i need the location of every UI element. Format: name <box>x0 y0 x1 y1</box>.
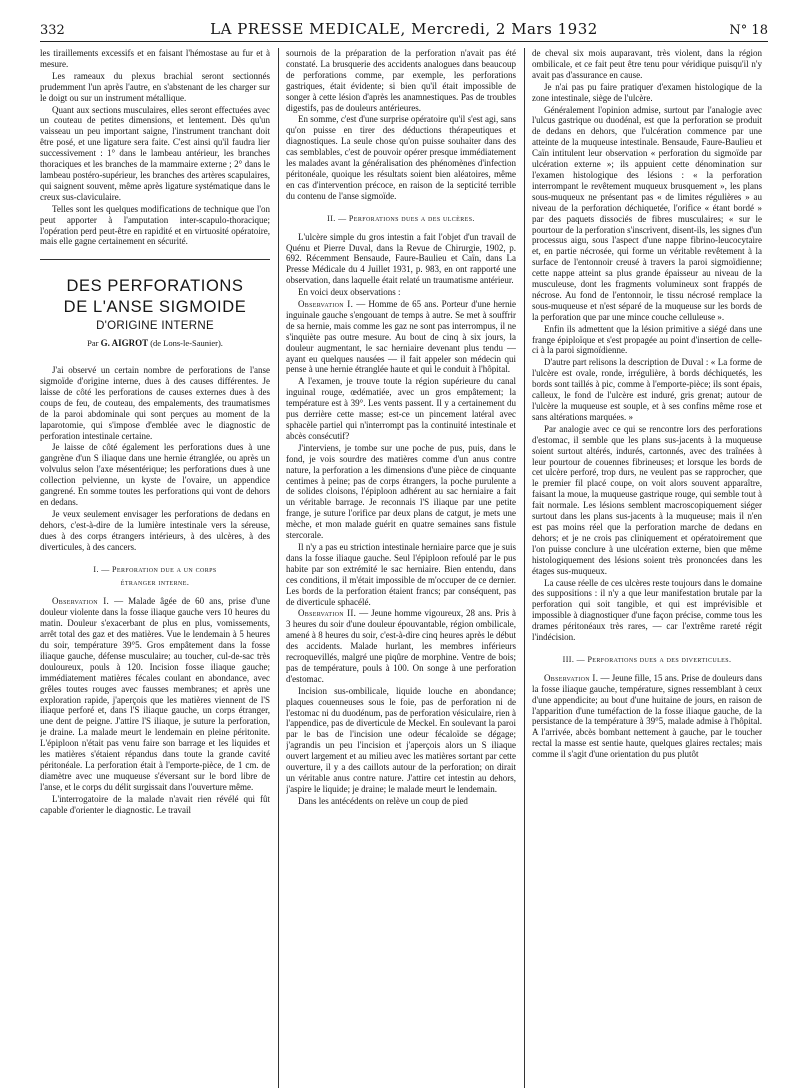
header-rule <box>40 41 768 42</box>
section-heading-1-cont: étranger interne. <box>120 578 190 588</box>
byline-place: (de Lons-le-Saunier). <box>150 338 223 349</box>
page-number: 332 <box>40 23 65 38</box>
byline-prefix: Par <box>87 338 99 349</box>
observation-paragraph <box>286 299 516 375</box>
article-title-line-1: DES PERFORATIONS <box>66 277 244 296</box>
paragraph: Enfin ils admettent que la lésion primitive a siégé dans une frange épiploïque et s'est propagée au point d'insertion de celle-ci à la paroi sigmoïdienne. <box>532 323 762 356</box>
observation-text: — Jeune fille, 15 ans. Prise de douleurs dans la fosse iliaque gauche, température, signes ressemblant à ceux d'une appendicite; au bout d'une huitaine de jours, en raison de l'apparition d'une tuméfaction de la fosse iliaque gauche, de la persistance de la température à 39°5, malade admise à l'hôpital. A l'arrivée, abcès bombant nettement à gauche, par le toucher rectal la masse est sentie haute, quelques glaires rectales; mais comme il s'agit d'une orientation du pus plutôt <box>532 672 762 760</box>
newspaper-page <box>40 14 768 1074</box>
column-1 <box>40 48 270 1088</box>
paragraph: D'autre part relisons la description de Duval : « La forme de l'ulcère est ovale, ronde, irrégulière, à bords déchiquetés, les bords sont taillés à pic, comme à l'emporte-pièce; ils sont épais, calleux, le fond de l'ulcère est induré, gris grenat; autour de l'ulcère la muqueuse est souple, et à ses confins même rose et sans altérations marquées. » <box>532 357 762 422</box>
observation-label: Observation I. <box>52 596 110 607</box>
observation-paragraph <box>532 673 762 760</box>
article-title-line-2: DE L'ANSE SIGMOIDE <box>63 298 247 317</box>
paragraph: L'ulcère simple du gros intestin a fait l'objet d'un travail de Quénu et Pierre Duval, dans la Revue de Chirurgie, 1902, p. 692. Récemment Bensaude, Faure-Baulieu et Caïn, dans La Presse Médicale du 4 Juillet 1931, p. 983, en ont rapporté une observation, dans laquelle était relaté un traumatisme antérieur. <box>286 231 516 286</box>
observation-label: Observation I. <box>544 672 599 683</box>
column-2 <box>286 48 516 1088</box>
publication-title: LA PRESSE MEDICALE, Mercredi, 2 Mars 1932 <box>210 20 598 38</box>
section-heading-1: I. — Perforation due a un corps <box>93 564 217 574</box>
paragraph: La cause réelle de ces ulcères reste toujours dans le domaine des suppositions : il n'y a que leur manifestation brutale par la perforation qui soit tangible, et qui est imprévisible et impossible à diagnostiquer d'une façon précise, comme tous les drames péritonéaux très rares, — car l'extrême rareté régit l'indécision. <box>532 577 762 643</box>
paragraph: En voici deux observations : <box>298 287 401 298</box>
observation-label: Observation II. <box>298 608 357 619</box>
paragraph: Incision sus-ombilicale, liquide louche en abondance; plaques couenneuses sous le foie, pas de perforation ni de l'estomac ni du duodénum, pas de perforation vésiculaire, rien à l'appendice, pas de diverticule de Meckel. En soulevant la paroi par le bas de l'incision une odeur fécaloïde se dégage; j'agrandis un peu l'incision et j'aperçois alors un S iliaque ouvert largement et au milieu avec les matières sortant par cette ouverture, il y a des caillots autour de la perforation; on dirait un véritable anus contre nature. J'attire cet intestin au dehors, j'aspire le liquide; je draine; le malade meurt le lendemain. <box>286 685 516 794</box>
page-header <box>40 14 768 38</box>
section-heading-3: III. — Perforations dues a des diverticules. <box>562 654 732 664</box>
article-divider <box>40 259 270 260</box>
paragraph: Par analogie avec ce qui se rencontre lors des perforations d'estomac, il semble que les plans sus-jacents à la muqueuse soient surtout altérés, indurés, cartonnés, avec des traînées à leur pourtour de couennes fibrineuses; et lorsque les bords de cet ulcère perforé, trop durs, ne veulent pas se rapprocher, que le premier fil placé coupe, on voit alors souvent apparaître, faisant la moue, la muqueuse gastrique rouge, qui semble tout à fait normale. Les lésions semblent macroscopiquement siéger surtout dans les plans sus-jacents à la muqueuse; mais il n'en est pas moins réel que la perforation marche de dedans en dehors; et je ne crois pas cliniquement et opératoirement que l'on puisse conclure à une ulcération externe, bien que même histologiquement des lésions soient très prononcées dans les étages sus-muqueux. <box>532 423 762 576</box>
paragraph: Je n'ai pas pu faire pratiquer d'examen histologique de la zone intestinale, siège de l'ulcère. <box>532 81 762 103</box>
paragraph: A l'examen, je trouve toute la région supérieure du canal inguinal rouge, œdématiée, avec un gros empâtement; la température est à 39°. Les vents passent. Il y a certainement du pus derrière cette masse; est-ce un pincement latéral avec sphacèle partiel qui n'interrompt pas la continuité intestinale et abcès consécutif? <box>286 376 516 441</box>
paragraph: Généralement l'opinion admise, surtout par l'analogie avec l'ulcus gastrique ou duodénal, est que la perforation se produit de dedans en dehors, que l'ulcération commence par une atteinte de la muqueuse intestinale. Bensaude, Faure-Baulieu et Caïn intitulent leur observation « perforation du sigmoïde par ulcération externe »; ils appuient cette dénomination sur l'examen histologique des lésions : « la perforation interrompant le revêtement muqueux brusquement », les plans sous-muqueux ne présentant pas « de limites régulières » au niveau de la perforation déchiquetée, l'orifice « étant bordé » par des paquets dissociés de fibres musculaires; « sur le pourtour de la perforation s'inscrivent, disent-ils, les signes d'un processus aigu, sous l'aspect d'une nappe fibrino-leucocytaire et, en partie nécrosée, qui forme un véritable revêtement à la surface de l'entonnoir creusé à travers la paroi sigmoïdienne; cette nappe atteint sa plus grande épaisseur au niveau de la musculeuse, dont les fragments volumineux sont frappés de nécrose. Au fond de l'entonnoir, le tissu nécrosé remplace la sous-muqueuse et n'est séparé de la muqueuse sur les bords de la perforation que par une mince couche celluleuse ». <box>532 104 762 322</box>
paragraph: J'ai observé un certain nombre de perforations de l'anse sigmoïde d'origine interne, dues à des causes différentes. Je laisse de côté les perforations de causes externes dues à des coups de feu, de couteau, des empalements, des traumatismes de la paroi abdominale qui sont perçues au moment de la laparotomie, qui s'impose d'emblée avec le diagnostic de perforation intestinale certaine. <box>40 365 270 441</box>
paragraph: L'interrogatoire de la malade n'avait rien révélé qui fût capable d'orienter le diagnostic. Le travail <box>40 793 270 815</box>
issue-number: N° 18 <box>729 23 768 38</box>
paragraph: Les rameaux du plexus brachial seront sectionnés prudemment l'un après l'autre, en s'abstenant de les charger sur le doigt ou sur un instrument métallique. <box>40 70 270 103</box>
observation-text: — Jeune homme vigoureux, 28 ans. Pris à 3 heures du soir d'une douleur épouvantable, région ombilicale, amené à 8 heures du soir, c'est-à-dire cinq heures après le début des accidents. Malade hurlant, les membres inférieurs recroquevillés, malgré une piqûre de morphine. Ventre de bois; pas de température, pouls à 100. On songe à une perforation d'estomac. <box>286 608 516 684</box>
observation-label: Observation I. <box>298 299 354 310</box>
column-separator <box>278 48 279 1088</box>
paragraph: J'interviens, je tombe sur une poche de pus, puis, dans le fond, je vois sourdre des matières comme d'un anus contre nature, la perforation a les dimensions d'une pièce de cinquante centimes à peine; pas de corps étrangers, la poche purulente a de solides cloisons, l'épiploon adhérent au sac herniaire a fait un véritable barrage. Je reconnais l'S iliaque par une petite frange, je suture l'orifice par deux plans de catgut, je mets une mèche, et mon malade guérit en quatre semaines sans fistule stercorale. <box>286 442 516 541</box>
paragraph: les tiraillements excessifs et en faisant l'hémostase au fur et à mesure. <box>40 48 270 69</box>
paragraph: Telles sont les quelques modifications de technique que l'on peut apporter à l'amputation inter-scapulo-thoracique; l'opération perd peut-être en rapidité et en virtuosité opératoire, mais elle gagne certainement en sécurité. <box>40 203 270 247</box>
observation-paragraph <box>286 608 516 684</box>
byline <box>40 338 270 349</box>
paragraph: Je veux seulement envisager les perforations de dedans en dehors, c'est-à-dire de la lumière intestinale vers la séreuse, dues à des corps étrangers intérieurs, à des ulcères, à des diverticules, à des cancers. <box>40 508 270 552</box>
article-subtitle: D'ORIGINE INTERNE <box>96 320 214 333</box>
paragraph: Quant aux sections musculaires, elles seront effectuées avec un couteau de petites dimensions, et lentement. Dès qu'un vaisseau un peu important saigne, l'instrument tranchant doit être posé, et une ligature sera faite. C'est ainsi qu'il faudra lier successivement : 1° dans le lambeau antérieur, les branches thoraciques et les branches de la mammaire externe ; 2° dans le lambeau postéro-supérieur, les branches des artères scapulaires, qui saignent souvent, même après ligature systématique dans le creux sus-claviculaire. <box>40 104 270 202</box>
byline-author: G. AIGROT <box>100 338 149 349</box>
column-separator <box>524 48 525 1088</box>
observation-text: — Homme de 65 ans. Porteur d'une hernie inguinale gauche s'engouant de temps à autre. Se met à souffrir de sa hernie, mais comme les gaz ne sont pas interrompus, il ne s'inquiète pas outre mesure. Au bout de cinq à six jours, la douleur augmentant, le sac herniaire devenant plus tendu — ayant eu quelques nausées — il fait appeler son médecin qui pense à une hernie étranglée haute et qui le conduit à l'hôpital. <box>286 299 516 375</box>
column-3 <box>532 48 762 1088</box>
paragraph: Je laisse de côté également les perforations dues à une gangrène d'un S iliaque dans une hernie étranglée, ou après un volvulus selon l'axe mésentérique; les perforations dues à une collection pelvienne, un kyste de l'ovaire, un appendice gangrené. En somme toutes les perforations qui vont de dehors en dedans. <box>40 442 270 507</box>
section-heading-2: II. — Perforations dues a des ulcères. <box>327 213 475 223</box>
paragraph: En somme, c'est d'une surprise opératoire qu'il s'est agi, sans qu'on puisse en tirer des déductions thérapeutiques et diagnostiques. La seule chose qu'on puisse souhaiter dans des cas semblables, c'est de pouvoir opérer presque immédiatement les malades avant la généralisation des phénomènes d'infection péritonéale, quoique les résultats soient bien aléatoires, même en cas d'intervention précoce, en raison de la septicité terrible du contenu de l'anse sigmoïde. <box>286 114 516 201</box>
paragraph: de cheval six mois auparavant, très violent, dans la région ombilicale, et ce fait peut être tenu pour véridique puisqu'il n'y avait pas d'assurance en cause. <box>532 48 762 80</box>
paragraph: sournois de la préparation de la perforation n'avait pas été constaté. La brusquerie des accidents analogues dans beaucoup de perforations comme, par exemple, les perforations gastriques, était évidente; si bien qu'il était impossible de songer à cette lésion d'après les anamnestiques. Pas de troubles digestifs, pas de douleurs antérieures. <box>286 48 516 113</box>
paragraph: Dans les antécédents on relève un coup de pied <box>298 795 468 806</box>
observation-paragraph <box>40 596 270 792</box>
observation-text: — Malade âgée de 60 ans, prise d'une douleur violente dans la fosse iliaque gauche vers 10 heures du matin. Douleur s'exacerbant de plus en plus, vomissements, arrêt total des gaz et des matières. Vue le lendemain à 5 heures du soir, température 39°5. Gros empâtement dans la fosse iliaque gauche, défense musculaire; au toucher, cul-de-sac très douloureux, pouls à 120. Incision fosse iliaque gauche; immédiatement matières fécales coulant en abondance, avec grêles toutes rouges avec fausses membranes; et après une exploration rapide, j'aperçois que les matières viennent de l'S iliaque perforé et, dans l'S iliaque gauche, un corps étranger, une dent de peigne. J'attire l'S iliaque, je suture la perforation, je draine. La malade meurt le lendemain en pleine péritonite. L'épiploon n'était pas venu faire son barrage et les liquides et les matières s'étaient répandus dans toute la grande cavité péritonéale. La perforation était à l'emporte-pièce, de 1 cm. de diamètre avec une muqueuse s'éversant sur le bord libre de l'anse, et le corps du délit surgissait dans l'ouverture même. <box>40 596 270 792</box>
paragraph: Il n'y a pas eu striction intestinale herniaire parce que je suis dans la fosse iliaque gauche. Seul l'épiploon refoulé par le pus habite par son extrémité le sac herniaire. Bien entendu, dans ces conditions, il m'était impossible de m'occuper de ce dernier. Les bords de la perforation étaient francs; par conséquent, pas de diverticule sphacélé. <box>286 541 516 607</box>
